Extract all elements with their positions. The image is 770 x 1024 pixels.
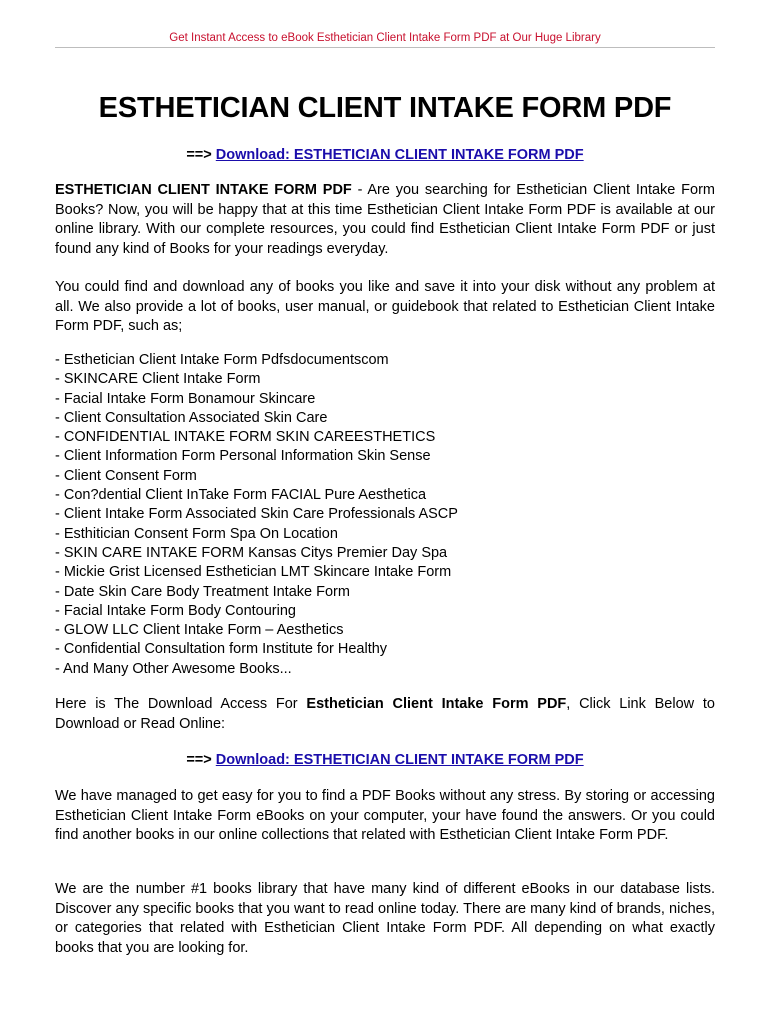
header-banner: Get Instant Access to eBook Esthetician Client Intake Form PDF at Our Huge Library	[169, 32, 601, 44]
list-item: - CONFIDENTIAL INTAKE FORM SKIN CAREESTHETICS	[55, 429, 436, 446]
download-link-bottom[interactable]: Download: ESTHETICIAN CLIENT INTAKE FORM PDF	[215, 752, 584, 768]
list-item: - Client Intake Form Associated Skin Care Professionals ASCP	[55, 506, 458, 523]
list-item: - Con?dential Client InTake Form FACIAL Pure Aesthetica	[55, 487, 427, 504]
list-item: - Date Skin Care Body Treatment Intake Form	[55, 583, 350, 600]
managed-paragraph: We have managed to get easy for you to find a PDF Books without any stress. By storing or accessing Esthetician Client Intake Form eBooks on your computer, your have found the answers. Or you could find another books in our online collections that related with Esthetician Client Intake Form PDF.	[55, 788, 715, 843]
list-item: - Mickie Grist Licensed Esthetician LMT Skincare Intake Form	[55, 564, 452, 581]
header-divider	[55, 47, 715, 48]
list-item: - Facial Intake Form Bonamour Skincare	[55, 390, 316, 407]
list-item: - Esthitician Consent Form Spa On Location	[55, 525, 338, 542]
list-item: - Confidential Consultation form Institute for Healthy	[55, 641, 388, 658]
page-title: ESTHETICIAN CLIENT INTAKE FORM PDF	[98, 92, 672, 124]
list-item: - Esthetician Client Intake Form Pdfsdocumentscom	[55, 352, 389, 368]
library-paragraph: We are the number #1 books library that have many kind of different eBooks in our database lists. Discover any specific books that you want to read online today. There are many kind of brands, niches, or categories that related with Esthetician Client Intake Form PDF. All depending on what exactly books that you are looking for.	[55, 881, 715, 956]
intro-paragraph	[55, 181, 715, 259]
list-item: - GLOW LLC Client Intake Form – Aesthetics	[55, 622, 344, 639]
related-books-list	[55, 351, 715, 679]
list-item: - SKIN CARE INTAKE FORM Kansas Citys Premier Day Spa	[55, 544, 448, 561]
download-access-paragraph	[55, 695, 715, 734]
list-item: - Client Consent Form	[55, 467, 197, 484]
intro-bold-title: ESTHETICIAN CLIENT INTAKE FORM PDF	[55, 182, 352, 198]
related-intro-paragraph: You could find and download any of books you like and save it into your disk without any problem at all. We also provide a lot of books, user manual, or guidebook that related to Esthetician Client Intake Form PDF, such as;	[55, 279, 715, 334]
download-link-top[interactable]: Download: ESTHETICIAN CLIENT INTAKE FORM PDF	[215, 147, 584, 163]
download-arrow: ==>	[186, 147, 212, 163]
download-arrow: ==>	[186, 752, 212, 768]
intro-text: - Are you searching for Esthetician Client Intake Form Books? Now, you will be happy that at this time Esthetician Client Intake Form PDF is available at our online library. With our complete resources, you could find Esthetician Client Intake Form PDF or just found any kind of Books for your readings everyday.	[55, 182, 715, 257]
list-item: - SKINCARE Client Intake Form	[55, 371, 261, 388]
list-item: - Client Information Form Personal Information Skin Sense	[55, 448, 431, 465]
access-pre: Here is The Download Access For	[55, 696, 307, 712]
download-line-top	[55, 146, 715, 165]
list-item: - And Many Other Awesome Books...	[55, 660, 292, 677]
list-item: - Facial Intake Form Body Contouring	[55, 602, 296, 619]
download-line-bottom	[55, 751, 715, 770]
access-post: , Click Link Below to Download or Read Online:	[55, 696, 715, 732]
list-item: - Client Consultation Associated Skin Care	[55, 409, 328, 426]
access-bold-title: Esthetician Client Intake Form PDF	[306, 696, 567, 712]
